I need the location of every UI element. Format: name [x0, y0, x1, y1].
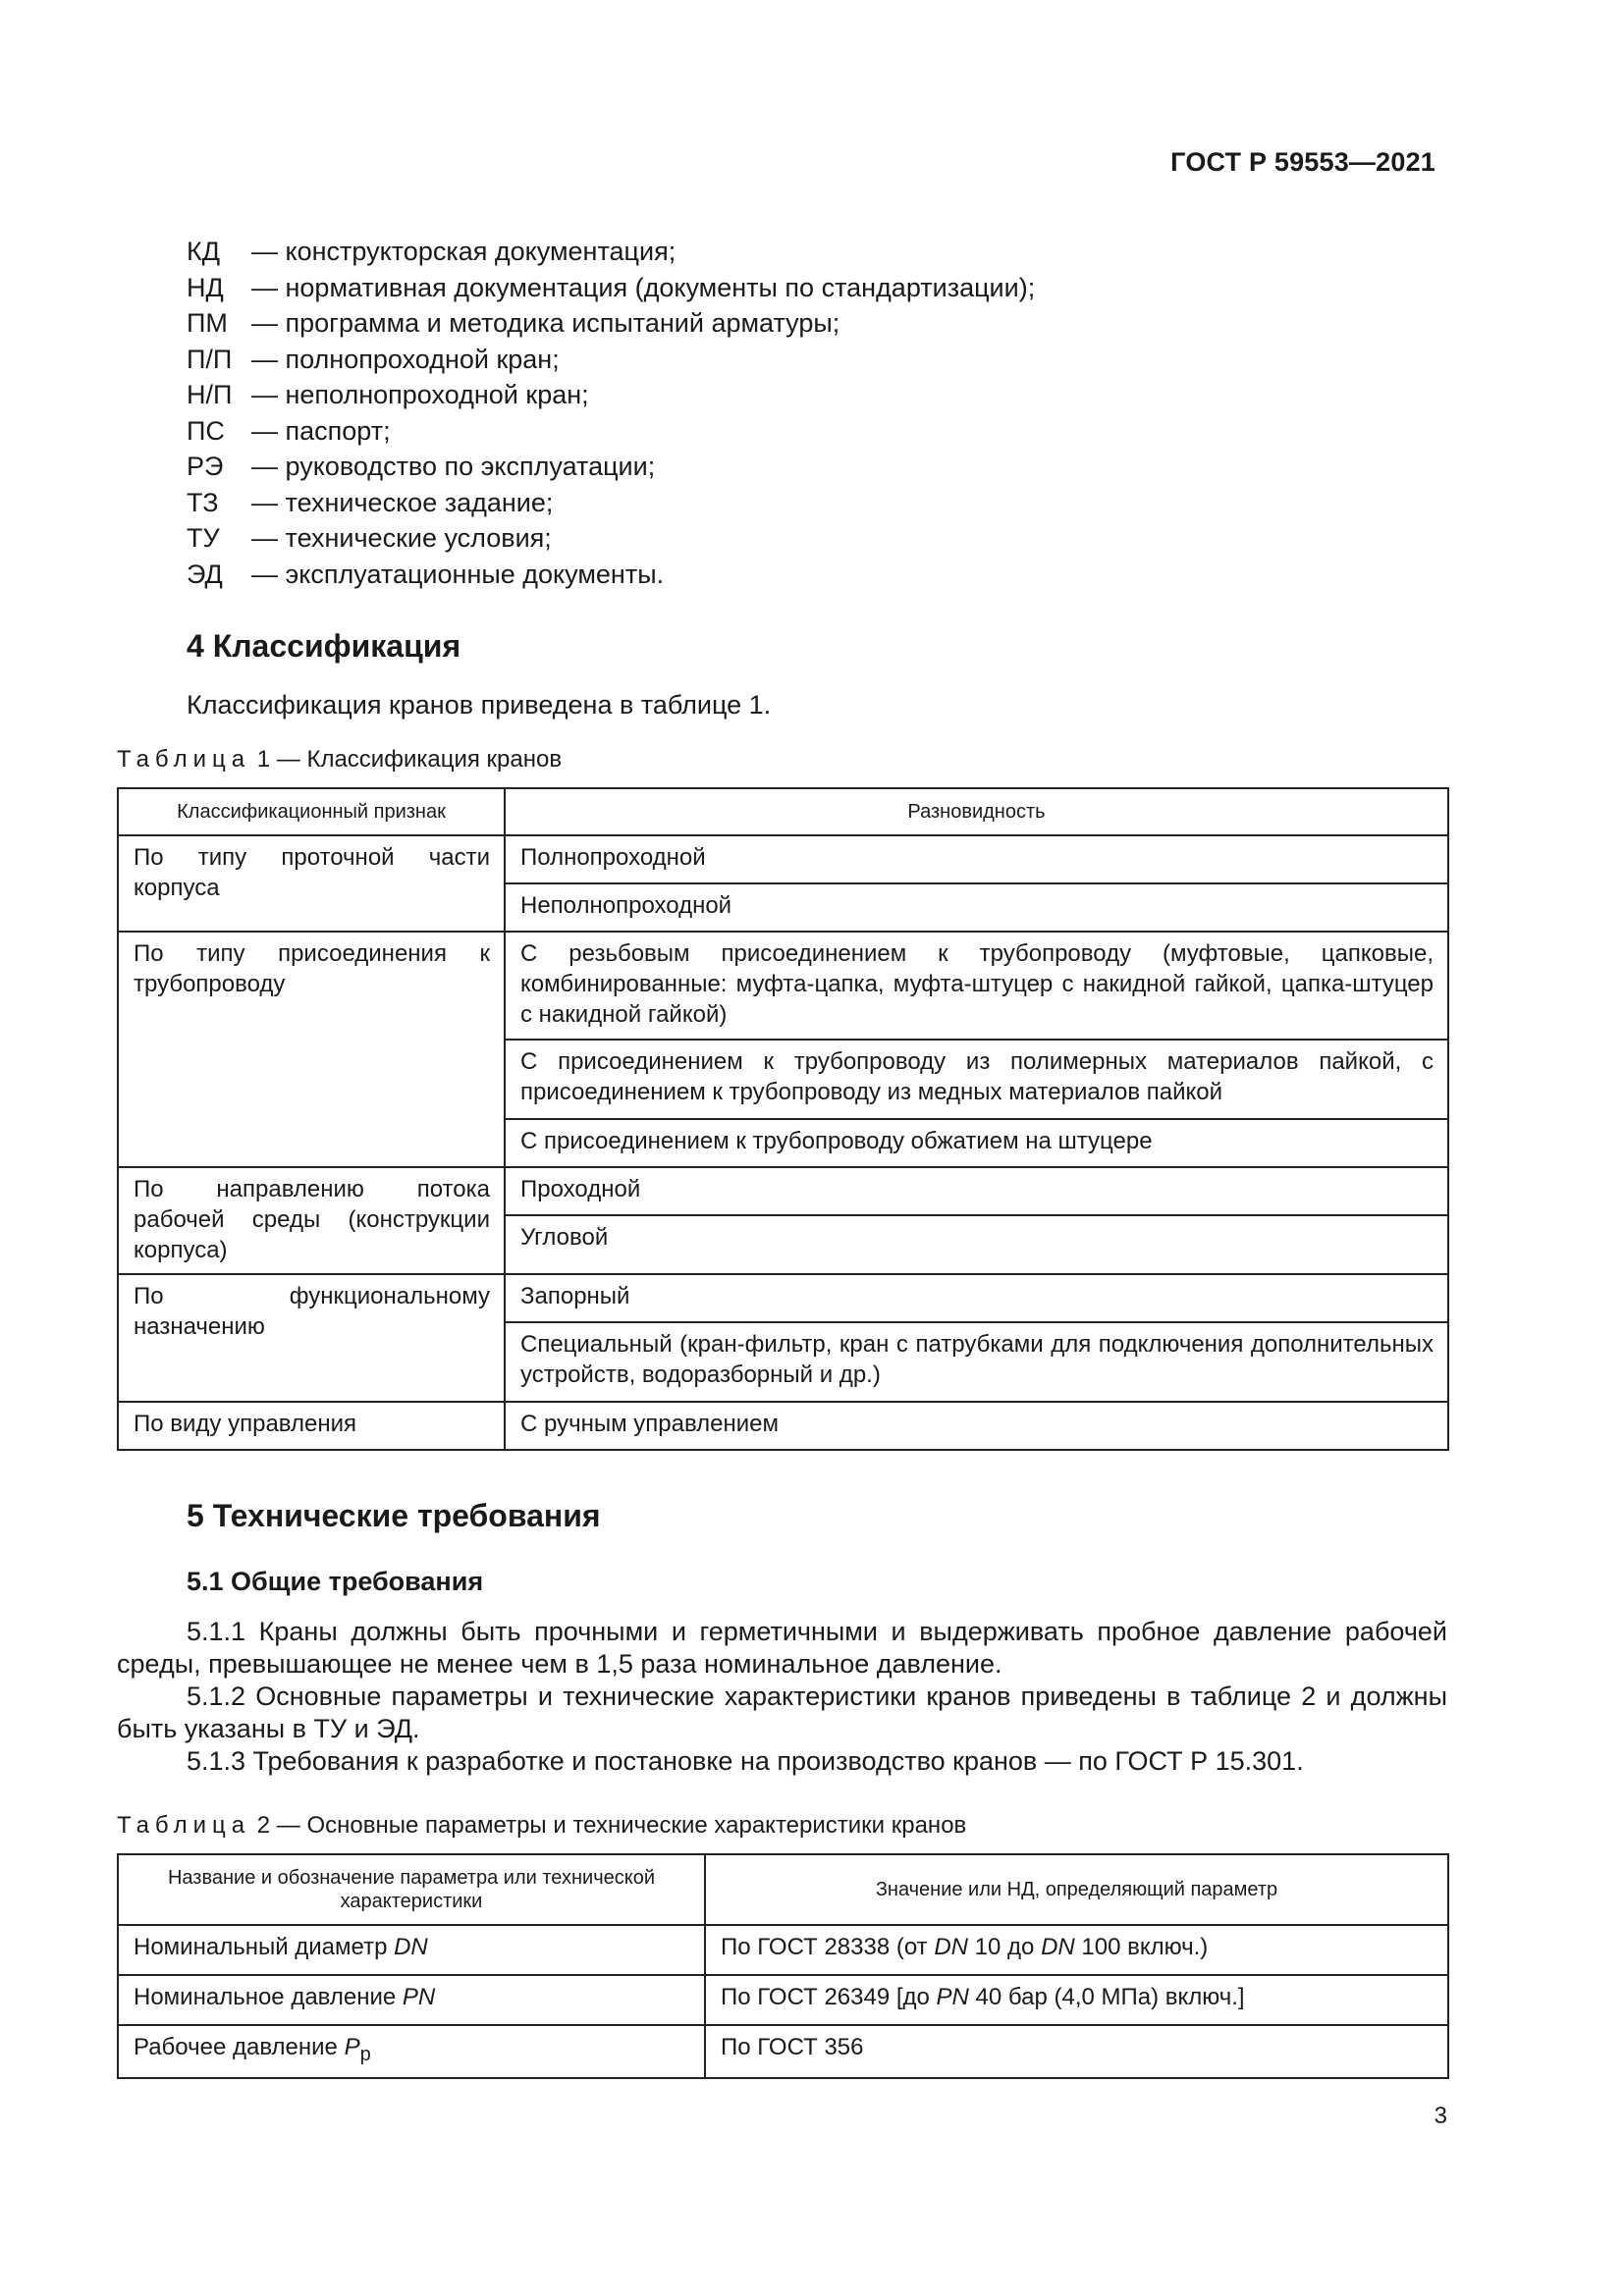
abbreviation-text: — неполнопроходной кран; [251, 380, 589, 409]
abbreviation-code: ТЗ [187, 487, 219, 517]
variant-cell: С резьбовым присоединением к трубопроводу (муфтовые, цапковые, комбинированные: муфта-цапка, муфта-штуцер с накидной гайкой, цапка-штуцер с накидной гайкой) [505, 932, 1448, 1040]
value-text: По ГОСТ 28338 (от [721, 1934, 935, 1960]
variant-cell: С присоединением к трубопроводу обжатием на штуцере [505, 1119, 1448, 1167]
abbreviation-code: НД [187, 272, 224, 302]
abbreviation-text: — полнопроходной кран; [251, 344, 560, 374]
table-row [118, 932, 1448, 1040]
section-5-heading: 5 Технические требования [187, 1498, 601, 1533]
list-item [187, 342, 1267, 378]
parameter-symbol: P [344, 2034, 360, 2060]
abbreviation-code: ТУ [187, 523, 220, 553]
variant-cell: С ручным управлением [505, 1402, 1448, 1450]
parameter-name-cell [118, 1925, 705, 1975]
abbreviations-list [187, 234, 1267, 592]
abbreviation-code: ЭД [187, 559, 223, 589]
abbreviation-text: — паспорт; [251, 415, 391, 446]
value-text: 10 до [968, 1934, 1042, 1960]
variant-cell: Запорный [505, 1274, 1448, 1322]
section-4-heading: 4 Классификация [187, 628, 461, 664]
paragraph: 5.1.1 Краны должны быть прочными и герметичными и выдерживать пробное давление рабочей среды, превышающее не менее чем в 1,5 раза номинальное давление. [117, 1617, 1447, 1679]
value-symbol: DN [1041, 1934, 1075, 1960]
value-text: По ГОСТ 26349 [до [721, 1984, 937, 2010]
subsection-5-1-heading: 5.1 Общие требования [187, 1567, 484, 1596]
feature-cell: По функциональному назначению [118, 1274, 505, 1402]
section-5-body [117, 1616, 1447, 1778]
feature-cell: По типу проточной части корпуса [118, 835, 505, 932]
table-1-caption [117, 746, 562, 774]
abbreviation-code: П/П [187, 344, 233, 374]
variant-cell: Проходной [505, 1167, 1448, 1215]
abbreviation-code: ПС [187, 415, 225, 446]
abbreviation-text: — техническое задание; [251, 487, 554, 517]
table-row [118, 1402, 1448, 1450]
list-item [187, 449, 1267, 485]
section-4-intro: Классификация кранов приведена в таблице 1. [187, 690, 772, 720]
table-row [118, 835, 1448, 883]
feature-cell: По направлению потока рабочей среды (конструкции корпуса) [118, 1167, 505, 1274]
paragraph: 5.1.3 Требования к разработке и постановке на производство кранов — по ГОСТ Р 15.301. [187, 1746, 1304, 1776]
table-caption-text: 2 — Основные параметры и технические характеристики кранов [250, 1812, 967, 1839]
feature-cell: По виду управления [118, 1402, 505, 1450]
list-item [187, 305, 1267, 342]
variant-cell: Специальный (кран-фильтр, кран с патрубками для подключения дополнительных устройств, водоразборный и др.) [505, 1322, 1448, 1402]
column-header: Название и обозначение параметра или технической характеристики [118, 1854, 705, 1925]
list-item [187, 270, 1267, 306]
parameter-symbol: PN [402, 1984, 436, 2010]
abbreviation-text: — программа и методика испытаний арматуры; [251, 308, 840, 338]
table-header-row [118, 788, 1448, 835]
parameter-value-cell [705, 1925, 1448, 1975]
column-header: Разновидность [505, 788, 1448, 835]
abbreviation-text: — технические условия; [251, 523, 552, 553]
parameter-subscript: р [359, 2043, 371, 2065]
document-code: ГОСТ Р 59553—2021 [1170, 147, 1435, 177]
parameter-value-cell [705, 2025, 1448, 2078]
classification-table [117, 787, 1449, 1451]
abbreviation-text: — нормативная документация (документы по стандартизации); [251, 272, 1036, 302]
parameter-value-cell [705, 1975, 1448, 2025]
abbreviation-code: Н/П [187, 380, 233, 409]
parameter-name-cell [118, 1975, 705, 2025]
abbreviation-text: — эксплуатационные документы. [251, 559, 665, 589]
column-header: Значение или НД, определяющий параметр [705, 1854, 1448, 1925]
value-text: 100 включ.) [1074, 1934, 1209, 1960]
list-item [187, 234, 1267, 270]
table-row [118, 1274, 1448, 1322]
variant-cell: Полнопроходной [505, 835, 1448, 883]
value-symbol: DN [934, 1934, 968, 1960]
table-caption-text: 1 — Классификация кранов [250, 746, 563, 773]
abbreviation-code: ПМ [187, 308, 228, 338]
list-item [187, 520, 1267, 557]
table-2-caption [117, 1812, 966, 1840]
parameter-name: Номинальный диаметр [134, 1934, 395, 1960]
table-row [118, 1925, 1448, 1975]
table-row [118, 1167, 1448, 1215]
table-caption-label: Таблица [117, 746, 251, 773]
feature-cell: По типу присоединения к трубопроводу [118, 932, 505, 1167]
variant-cell: Неполнопроходной [505, 883, 1448, 932]
abbreviation-code: КД [187, 237, 221, 266]
table-row [118, 1975, 1448, 2025]
parameter-name-cell [118, 2025, 705, 2078]
parameter-name: Рабочее давление [134, 2034, 345, 2060]
value-symbol: PN [936, 1984, 969, 2010]
paragraph: 5.1.2 Основные параметры и технические характеристики кранов приведены в таблице 2 и должны быть указаны в ТУ и ЭД. [117, 1682, 1447, 1743]
variant-cell: Угловой [505, 1215, 1448, 1274]
page-number: 3 [1434, 2103, 1447, 2129]
parameter-symbol: DN [394, 1934, 428, 1960]
table-caption-label: Таблица [117, 1812, 251, 1839]
list-item [187, 557, 1267, 593]
list-item [187, 485, 1267, 521]
list-item [187, 377, 1267, 413]
column-header: Классификационный признак [118, 788, 505, 835]
value-text: 40 бар (4,0 МПа) включ.] [968, 1984, 1245, 2010]
table-header-row [118, 1854, 1448, 1925]
abbreviation-code: РЭ [187, 452, 224, 481]
parameter-name: Номинальное давление [134, 1984, 403, 2010]
variant-cell: С присоединением к трубопроводу из полимерных материалов пайкой, с присоединением к трубопроводу из медных материалов пайкой [505, 1040, 1448, 1119]
table-row [118, 2025, 1448, 2078]
value-text: По ГОСТ 356 [721, 2034, 864, 2060]
parameters-table [117, 1853, 1449, 2079]
abbreviation-text: — руководство по эксплуатации; [251, 452, 656, 481]
abbreviation-text: — конструкторская документация; [251, 237, 677, 266]
list-item [187, 413, 1267, 450]
